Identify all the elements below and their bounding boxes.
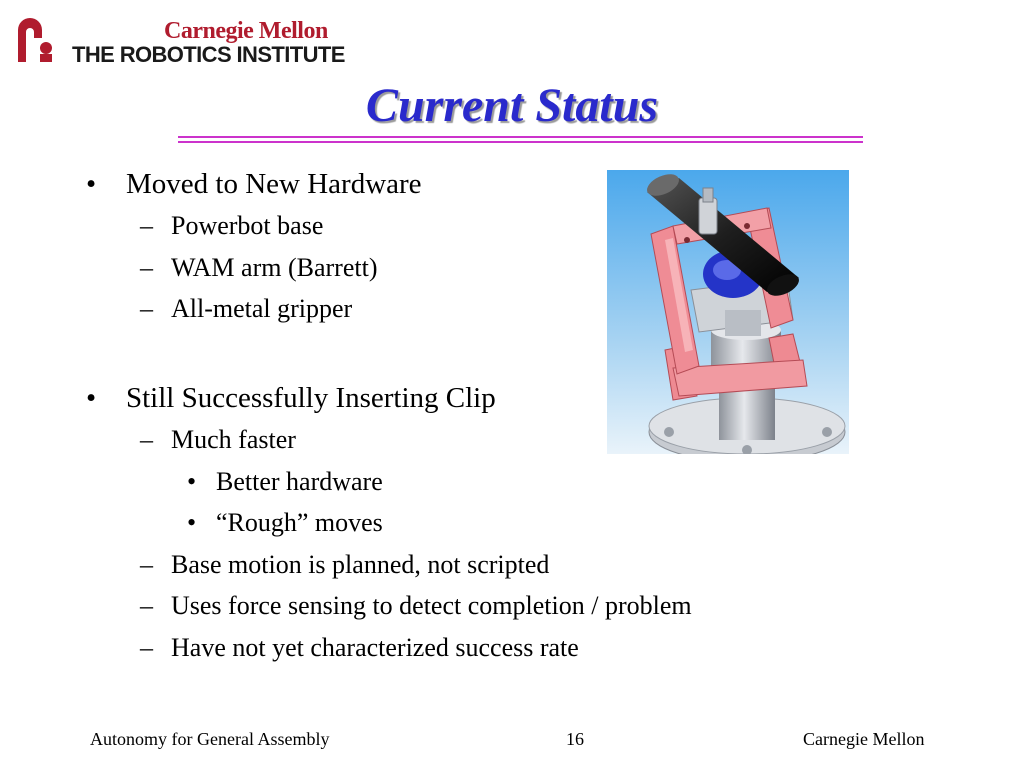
dash-marker: – <box>140 253 153 282</box>
logo-institute-name: THE ROBOTICS INSTITUTE <box>72 42 345 67</box>
slide-title: Current Status <box>365 79 659 132</box>
footer-page-number: 16 <box>566 729 584 749</box>
bullet-marker: • <box>86 168 97 200</box>
sub-bullet-text: Base motion is planned, not scripted <box>171 550 550 579</box>
sub-bullet-text: Much faster <box>171 425 296 454</box>
bullet-marker: • <box>187 508 197 537</box>
dash-marker: – <box>140 633 153 662</box>
sub-bullet-text: Powerbot base <box>171 211 324 240</box>
dash-marker: – <box>140 425 153 454</box>
dash-marker: – <box>140 550 153 579</box>
bullet-marker: • <box>187 467 197 496</box>
sub-bullet-text: WAM arm (Barrett) <box>171 253 378 282</box>
sub-bullet-text: All-metal gripper <box>171 294 353 323</box>
sub-bullet-text: Have not yet characterized success rate <box>171 633 579 662</box>
sub-sub-bullet-text: Better hardware <box>216 467 383 496</box>
title-underline <box>178 136 863 143</box>
logo-university-name: Carnegie Mellon <box>164 18 328 44</box>
sub-bullet-text: Uses force sensing to detect completion / problem <box>171 591 692 620</box>
footer-organization: Carnegie Mellon <box>803 729 925 749</box>
dash-marker: – <box>140 211 153 240</box>
sub-sub-bullet-text: “Rough” moves <box>216 508 383 537</box>
footer-presentation-title: Autonomy for General Assembly <box>90 729 330 749</box>
institute-logo <box>14 18 345 67</box>
robot-gripper-image <box>607 170 849 454</box>
bullet-marker: • <box>86 382 97 414</box>
cmu-logo-mark-icon <box>14 18 54 62</box>
dash-marker: – <box>140 294 153 323</box>
dash-marker: – <box>140 591 153 620</box>
bullet-text: Still Successfully Inserting Clip <box>126 382 496 414</box>
bullet-text: Moved to New Hardware <box>126 168 422 200</box>
